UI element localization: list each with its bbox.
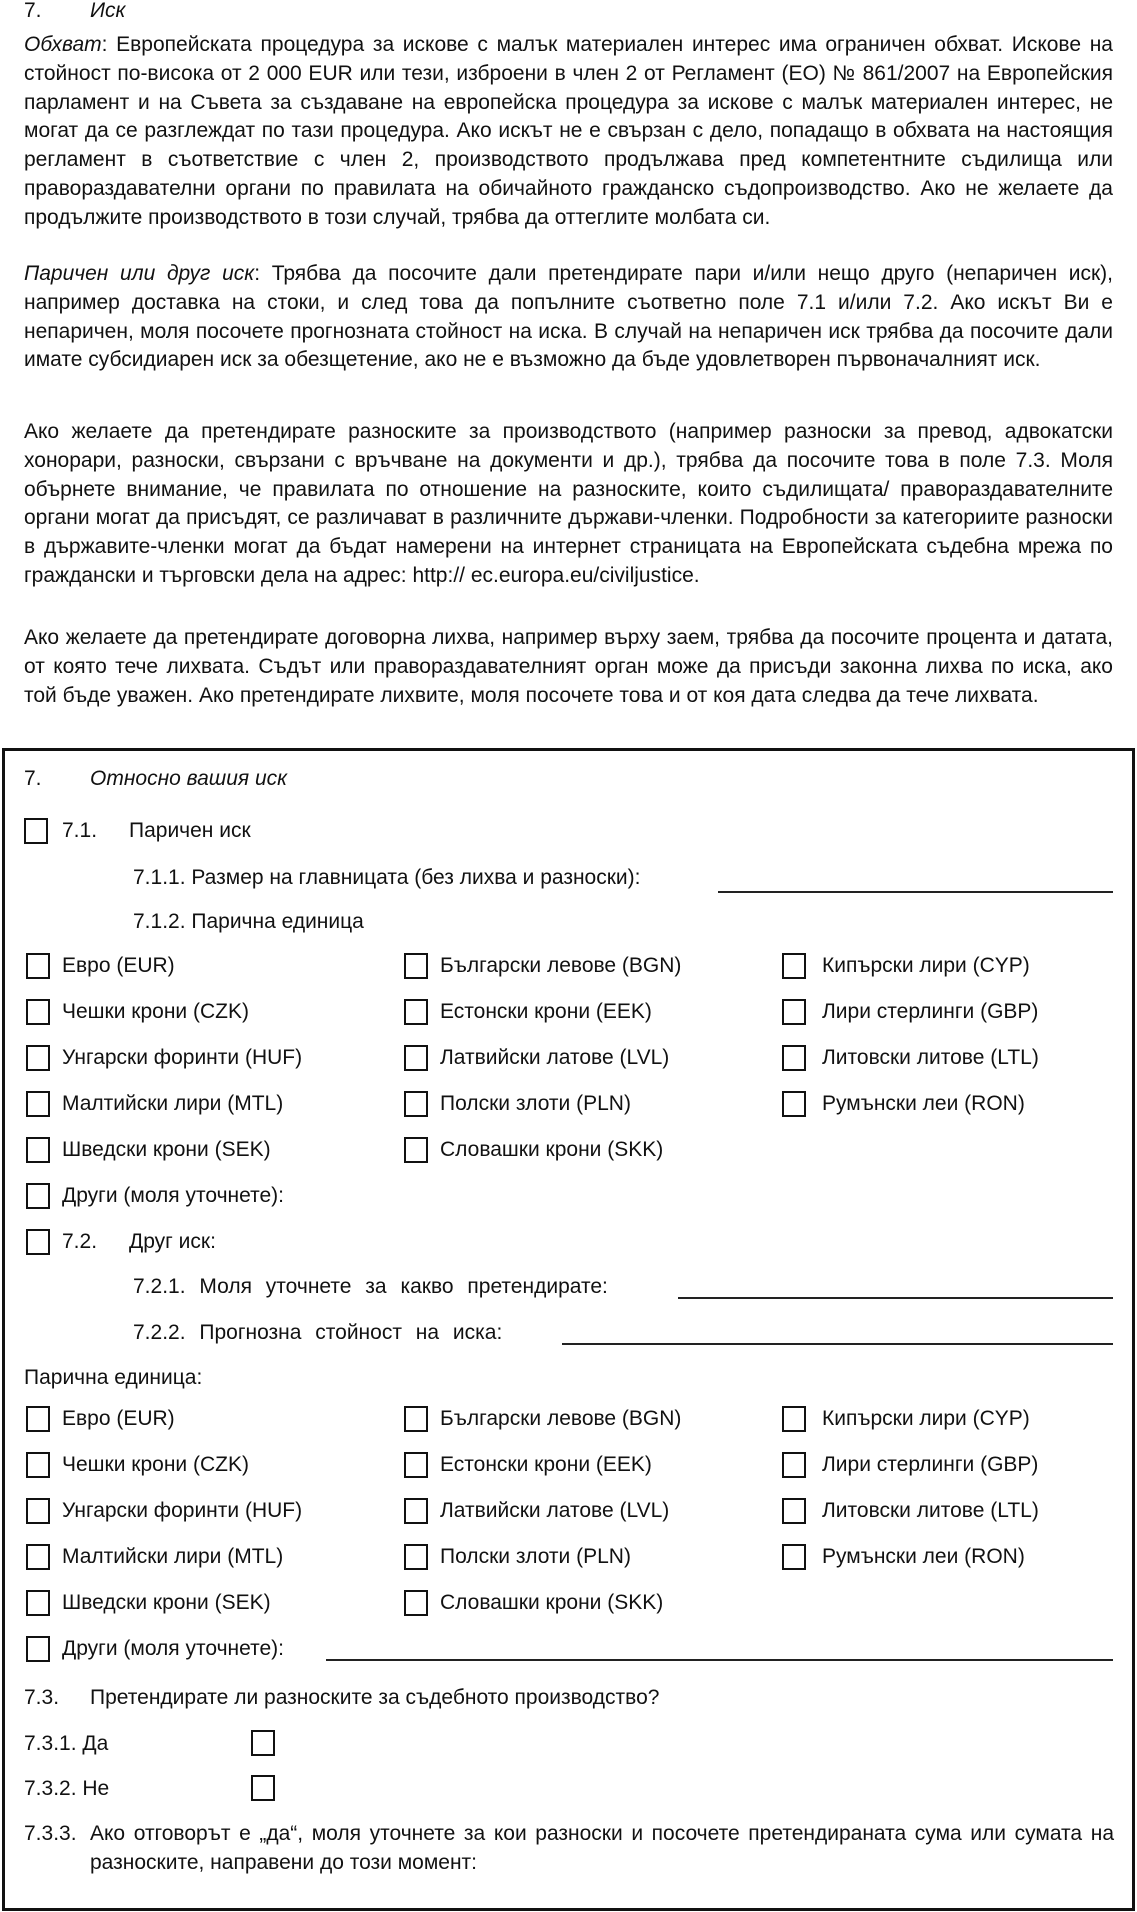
checkbox-icon[interactable] xyxy=(26,1590,50,1616)
section-number: 7. xyxy=(24,0,42,22)
claim-estimate-input[interactable] xyxy=(562,1343,1113,1345)
guidance-costs: Ако желаете да претендирате разноските за производството (например разноски за превод, адвокатски хонорари, разноски, свързани с връчване на документи и др.), трябва да посочите това в поле 7.3. Моля обърнете внимание, че правилата по отношение на разноските, които съдилищата/ правораздавателните органи могат да присъдят, се различават в различните държави-членки. Подробности за категориите разноски в държавите-членки могат да бъдат намерени на интернет страницата на Европейската съдебна мрежа по граждански и търговски дела на адрес: http:// ec.europa.eu/civiljustice. xyxy=(24,420,1113,587)
monetary-claim-checkbox[interactable] xyxy=(24,818,48,844)
guidance-interest: Ако желаете да претендирате договорна лихва, например върху заем, трябва да посочите процента и датата, от която тече лихвата. Съдът или правораздавателният орган може да присъди законна лихва по иска, ако той бъде уважен. Ако претендирате лихвите, моля посочете това и от коя дата следва да тече лихвата. xyxy=(24,626,1113,707)
checkbox-icon[interactable] xyxy=(26,1137,50,1163)
claim-specify-input[interactable] xyxy=(678,1297,1113,1299)
checkbox-icon[interactable] xyxy=(26,1498,50,1524)
checkbox-icon[interactable] xyxy=(782,1498,806,1524)
costs-yes-label: 7.3.1. Да xyxy=(24,1732,109,1755)
checkbox-icon[interactable] xyxy=(404,1544,428,1570)
checkbox-icon[interactable] xyxy=(782,953,806,979)
checkbox-icon[interactable] xyxy=(404,1137,428,1163)
form-section-heading: 7. Относно вашия иск xyxy=(24,767,288,790)
costs-no-label: 7.3.2. Не xyxy=(24,1777,110,1800)
checkbox-icon[interactable] xyxy=(404,1091,428,1117)
principal-label: 7.1.1. Размер на главницата (без лихва и разноски): xyxy=(133,866,641,889)
checkbox-icon[interactable] xyxy=(404,999,428,1025)
other-claim-checkbox[interactable] xyxy=(26,1229,50,1255)
checkbox-icon[interactable] xyxy=(26,953,50,979)
checkbox-icon[interactable] xyxy=(404,953,428,979)
claim-specify-label: 7.2.1. Моля уточнете за какво претендирате: xyxy=(133,1275,608,1298)
costs-no-checkbox[interactable] xyxy=(251,1775,275,1801)
section-title: Иск xyxy=(90,0,126,22)
checkbox-icon[interactable] xyxy=(26,1091,50,1117)
checkbox-icon[interactable] xyxy=(26,1452,50,1478)
section-heading xyxy=(24,0,125,25)
costs-yes-checkbox[interactable] xyxy=(251,1730,275,1756)
monetary-claim-option[interactable]: 7.1. Паричен иск xyxy=(24,817,424,845)
checkbox-icon[interactable] xyxy=(782,1544,806,1570)
currency-label-2: Парична единица: xyxy=(24,1366,203,1389)
checkbox-icon[interactable] xyxy=(782,1452,806,1478)
checkbox-icon[interactable] xyxy=(404,1406,428,1432)
claim-estimate-label: 7.2.2. Прогнозна стойност на иска: xyxy=(133,1321,503,1344)
checkbox-icon[interactable] xyxy=(26,999,50,1025)
checkbox-icon[interactable] xyxy=(404,1590,428,1616)
guidance-scope: Обхват: Европейската процедура за искове с малък материален интерес има ограничен обхват. Искове на стойност по-висока от 2 000 EUR или тези, изброени в член 2 от Регламент (ЕО) № 861/2007 на Европейския парламент и на Съвета за създаване на европейска процедура за искове с малък материален интерес, не могат да се разглеждат по тази процедура. Ако искът не е свързан с дело, попадащо в обхвата на настоящия регламент в съответствие с член 2, производството продължава пред компетентните съдилища или правораздавателни органи по правилата на обичайното гражданско съдопроизводство. Ако не желаете да продължите производството в този случай, трябва да оттеглите молбата си. xyxy=(24,33,1113,229)
checkbox-icon[interactable] xyxy=(404,1045,428,1071)
checkbox-icon[interactable] xyxy=(26,1406,50,1432)
other-currency-input[interactable] xyxy=(326,1659,1113,1661)
checkbox-icon[interactable] xyxy=(782,999,806,1025)
checkbox-icon[interactable] xyxy=(782,1091,806,1117)
checkbox-icon[interactable] xyxy=(404,1452,428,1478)
checkbox-icon[interactable] xyxy=(404,1498,428,1524)
checkbox-icon[interactable] xyxy=(26,1544,50,1570)
checkbox-icon[interactable] xyxy=(26,1636,50,1662)
currency-label: 7.1.2. Парична единица xyxy=(133,910,364,933)
checkbox-icon[interactable] xyxy=(782,1045,806,1071)
costs-question: 7.3. Претендирате ли разноските за съдебното производство? xyxy=(24,1686,660,1709)
costs-detail: 7.3.3. Ако отговорът е „да“, моля уточнете за кои разноски и посочете претендираната сума или сумата на разноските, направени до този момент: xyxy=(24,1822,1114,1874)
checkbox-icon[interactable] xyxy=(26,1045,50,1071)
checkbox-icon[interactable] xyxy=(26,1183,50,1209)
other-claim-option[interactable]: 7.2. Друг иск: xyxy=(24,1228,424,1256)
principal-input[interactable] xyxy=(718,891,1113,893)
guidance-claim-type: Паричен или друг иск: Трябва да посочите дали претендирате пари и/или нещо друго (непаричен иск), например доставка на стоки, и след това да попълните съответно поле 7.1 и/или 7.2. Ако искът Ви е непаричен, моля посочете прогнозната стойност на иска. В случай на непаричен иск трябва да посочите дали имате субсидиарен иск за обезщетение, ако не е възможно да бъде удовлетворен първоначалният иск. xyxy=(24,262,1113,372)
checkbox-icon[interactable] xyxy=(782,1406,806,1432)
